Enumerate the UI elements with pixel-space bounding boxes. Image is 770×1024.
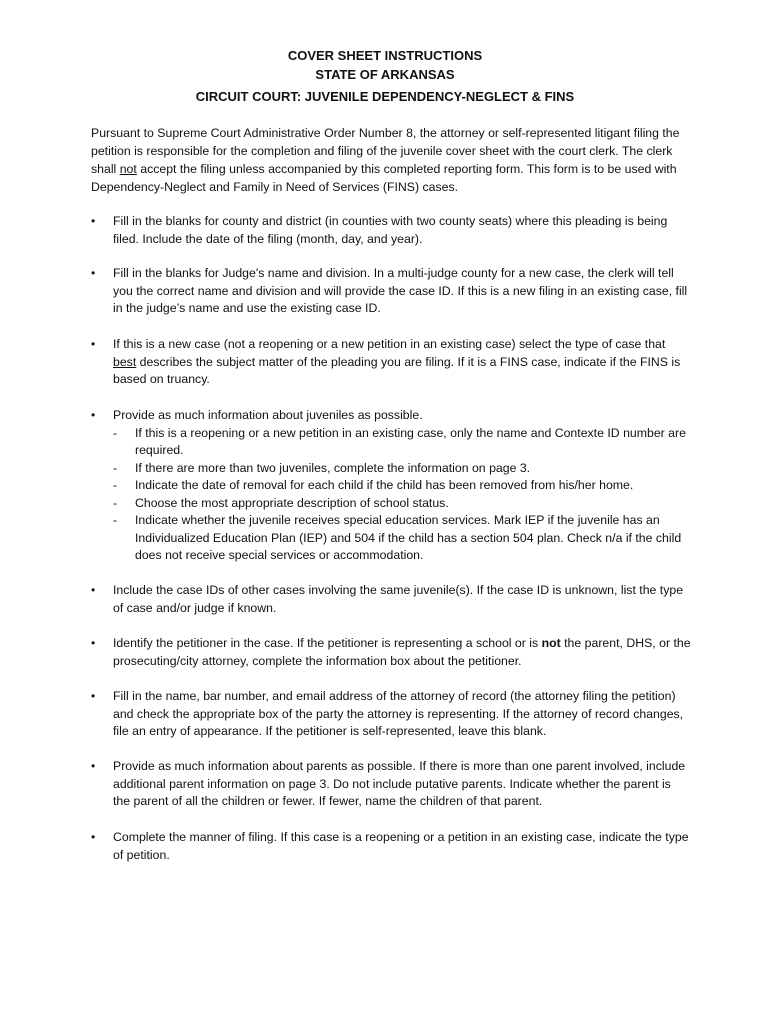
dash-icon: - bbox=[113, 478, 118, 492]
instruction-item bbox=[91, 336, 691, 389]
dash-icon: - bbox=[113, 425, 118, 440]
instruction-text: Provide as much information about juveniles as possible. bbox=[113, 408, 423, 422]
intro-underlined-word: not bbox=[119, 162, 137, 176]
bullet-icon: • bbox=[91, 689, 96, 703]
sub-item bbox=[113, 512, 691, 565]
instruction-text bbox=[113, 336, 691, 389]
instruction-item bbox=[91, 407, 691, 565]
dash-icon: - bbox=[113, 495, 118, 510]
instruction-text-part: describes the subject matter of the pleading you are filing. If it is a FINS case, indicate if the FINS is based on truancy. bbox=[113, 354, 681, 386]
bullet-icon: • bbox=[91, 583, 96, 597]
dash-icon: - bbox=[113, 513, 118, 527]
sub-item bbox=[113, 477, 691, 495]
intro-paragraph bbox=[91, 124, 691, 196]
bullet-icon: • bbox=[91, 408, 96, 422]
bullet-icon: • bbox=[91, 214, 96, 228]
sub-item bbox=[113, 460, 691, 478]
title-line-3: CIRCUIT COURT: JUVENILE DEPENDENCY-NEGLECT & FINS bbox=[195, 89, 575, 104]
title-line-2: STATE OF ARKANSAS bbox=[315, 67, 455, 82]
bullet-icon: • bbox=[91, 337, 96, 351]
bullet-icon: • bbox=[91, 266, 96, 280]
instruction-item bbox=[91, 213, 691, 248]
intro-text-1: Pursuant to Supreme Court Administrative Order Number 8, the attorney or self-represented litigant filing the petition is responsible for the completion and filing of the juvenile cover sheet with the court clerk. The clerk shall bbox=[91, 126, 680, 176]
dash-icon: - bbox=[113, 460, 118, 475]
bold-word: not bbox=[541, 636, 561, 650]
bullet-icon: • bbox=[91, 830, 96, 844]
sub-item-text: If there are more than two juveniles, complete the information on page 3. bbox=[135, 460, 531, 475]
instruction-item bbox=[91, 265, 691, 318]
instruction-item bbox=[91, 582, 691, 617]
sub-item bbox=[113, 425, 691, 460]
instruction-text: Fill in the blanks for Judge's name and division. In a multi-judge county for a new case, the clerk will tell you the correct name and division and will provide the case ID. If this is a new filing in an existing case, fill in the judge’s name and use the existing case ID. bbox=[113, 266, 688, 315]
instruction-text-part: Identify the petitioner in the case. If the petitioner is representing a school or is bbox=[113, 636, 542, 650]
sub-item-text: Indicate the date of removal for each child if the child has been removed from his/her home. bbox=[135, 478, 634, 492]
title-line-1: COVER SHEET INSTRUCTIONS bbox=[287, 48, 483, 63]
instruction-text: Fill in the blanks for county and district (in counties with two county seats) where this pleading is being filed. Include the date of the filing (month, day, and year). bbox=[113, 214, 668, 246]
instruction-item bbox=[91, 688, 691, 741]
sub-item bbox=[113, 495, 691, 513]
instruction-text-part: If this is a new case (not a reopening or a new petition in an existing case) select the type of case that bbox=[113, 337, 666, 351]
sub-item-text: Indicate whether the juvenile receives special education services. Mark IEP if the juvenile has an Individualized Education Plan (IEP) and 504 if the child has a section 504 plan. Check n/a if the child does not receive special services or accommodation. bbox=[135, 513, 682, 562]
bullet-icon: • bbox=[91, 636, 96, 650]
intro-text-2: accept the filing unless accompanied by this completed reporting form. This form is to be used with Dependency-Neglect and Family in Need of Services (FINS) cases. bbox=[91, 162, 677, 194]
sub-item-text: Choose the most appropriate description of school status. bbox=[135, 495, 449, 510]
instruction-item bbox=[91, 635, 691, 670]
instruction-text: Include the case IDs of other cases involving the same juvenile(s). If the case ID is unknown, list the type of case and/or judge if known. bbox=[113, 583, 684, 615]
instruction-text: Provide as much information about parents as possible. If there is more than one parent involved, include additional parent information on page 3. Do not include putative parents. Indicate whether the parent is the parent of all the children or fewer. If fewer, name the children of that parent. bbox=[113, 759, 686, 808]
instruction-item bbox=[91, 758, 691, 811]
instruction-text: Fill in the name, bar number, and email address of the attorney of record (the attorney filing the petition) and check the appropriate box of the party the attorney is representing. If the attorney of record changes, file an entry of appearance. If the petitioner is self-represented, leave this blank. bbox=[113, 689, 684, 738]
underlined-word: best bbox=[113, 354, 137, 369]
instruction-text: Complete the manner of filing. If this case is a reopening or a petition in an existing case, indicate the type of petition. bbox=[113, 830, 689, 862]
instruction-text-part: the parent, DHS, or the prosecuting/city attorney, complete the information box about the petitioner. bbox=[113, 636, 691, 668]
sub-item-text: If this is a reopening or a new petition in an existing case, only the name and Contexte ID number are required. bbox=[135, 425, 686, 457]
instruction-item bbox=[91, 829, 691, 864]
bullet-icon: • bbox=[91, 759, 96, 773]
instruction-text bbox=[113, 635, 691, 670]
